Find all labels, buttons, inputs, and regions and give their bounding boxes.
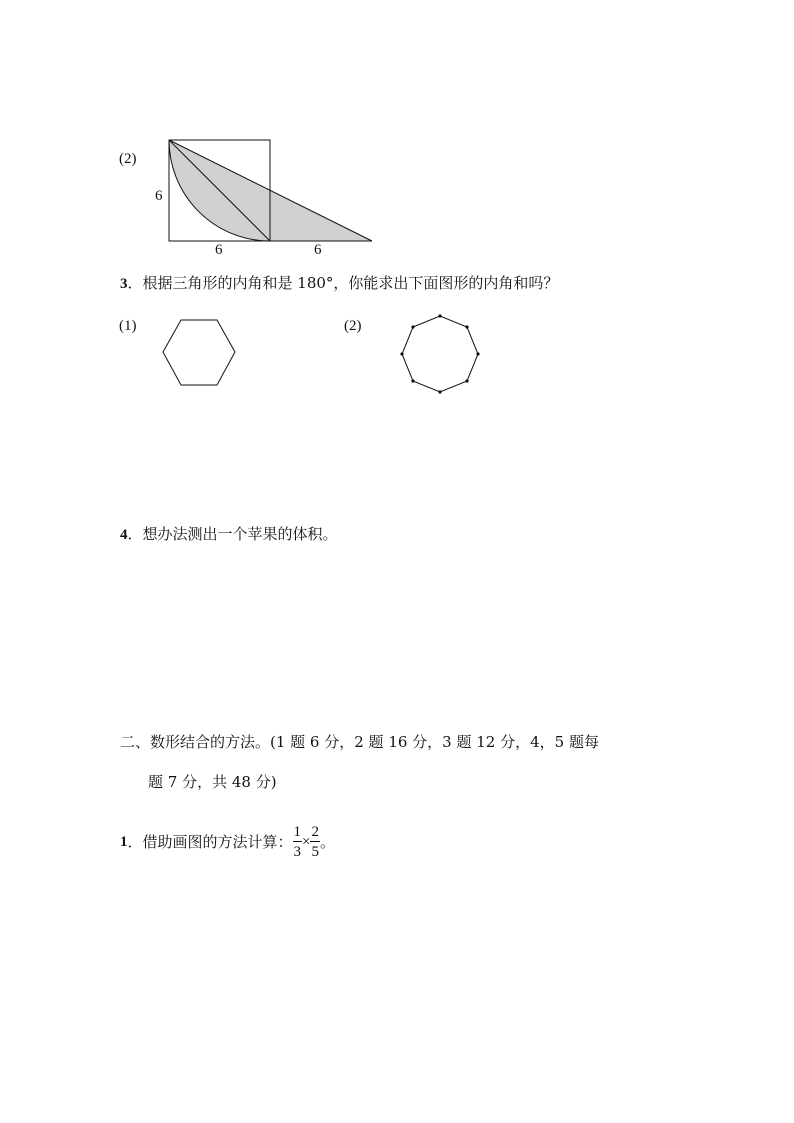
fraction-two-fifths [310,825,320,860]
section-2-question-1 [120,822,335,862]
dimension-left: 6 [155,188,163,204]
question-text: ．根据三角形的内角和是 180°，你能求出下面图形的内角和吗？ [127,274,559,292]
sub-label-1: (1) [119,318,137,334]
fraction-denominator: 3 [293,843,302,860]
period: 。 [319,832,335,851]
hexagon-shape [163,320,235,385]
question-number: 4 [120,527,128,543]
question-text: ．借助画图的方法计算： [127,832,293,851]
times-sign: × [302,833,311,850]
question-number: 3 [120,276,128,292]
fraction-numerator: 1 [293,823,302,840]
question-3 [120,276,558,292]
dimension-bottom-right: 6 [314,242,322,258]
fraction-denominator: 5 [311,843,319,860]
question-number: 1 [120,833,128,850]
question-4 [120,527,338,543]
octagon-vertex-dots [400,314,479,393]
fraction-numerator: 2 [311,823,319,840]
section-2-title-line-1: 二、数形结合的方法。(1 题 6 分，2 题 16 分，3 题 12 分，4，5 题每 [120,733,599,751]
dimension-bottom-left: 6 [215,242,223,258]
question-text: ．想办法测出一个苹果的体积。 [127,525,338,543]
figure-label-2: (2) [119,151,137,167]
section-2-title-line-2: 题 7 分，共 48 分) [148,773,277,791]
sub-label-2: (2) [344,318,362,334]
fraction-one-third [293,825,303,860]
